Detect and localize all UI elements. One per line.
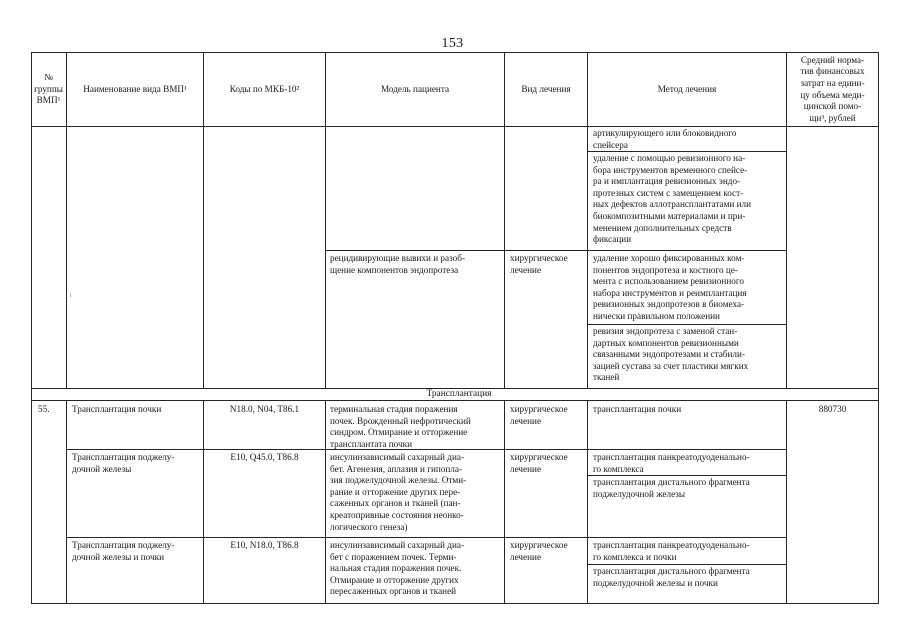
vmp-name-cell: Трансплантация почки	[72, 404, 162, 414]
scan-mark: ⁱ	[70, 292, 72, 301]
group-number-cell: 55.	[38, 404, 50, 414]
header-icd-codes: Коды по МКБ-10²	[229, 83, 300, 94]
method-cell: трансплантация дистального фрагмента поджелудочной железы	[593, 477, 750, 499]
method-cell: артикулирующего или блоковидного спейсера	[593, 128, 737, 150]
treatment-type-cell: хирургическое лечение	[510, 253, 568, 275]
treatment-type-cell: хирургическое лечение	[510, 452, 568, 474]
icd-codes-cell: E10, N18.0, T86.8	[230, 540, 299, 550]
vmp-name-cell: Трансплантация поджелу- дочной железы	[72, 452, 175, 474]
header-treatment-type: Вид лечения	[521, 83, 571, 94]
average-cost-cell: 880730	[818, 404, 847, 414]
method-cell: трансплантация панкреатодуоденально- го комплекса и почки	[593, 540, 750, 562]
header-vmp-name: Наименование вида ВМП¹	[83, 83, 187, 94]
icd-codes-cell: N18.0, N04, T86.1	[229, 404, 300, 414]
patient-model-cell: инсулинзависимый сахарный диа- бет. Агенезия, аплазия и гипопла- зия поджелудочной железы. Отми- рание и отторжение других пере- саженных органов и тканей (пан- креатопривные состояния неонко- логического генеза)	[330, 452, 467, 532]
method-cell: удаление с помощью ревизионного на- бора инструментов временного спейсе- ра и имплантация ревизионных эндо- протезных систем с замещением кост- ных дефектов аллотрансплантатами или биокомпозитными материалами и при- менением дополнительных средств фиксации	[593, 153, 752, 245]
patient-model-cell: инсулинзависимый сахарный диа- бет с поражением почек. Терми- нальная стадия поражения почек. Отмирание и отторжение других пересаженных органов и тканей	[330, 540, 464, 597]
patient-model-cell: терминальная стадия поражения почек. Врожденный нефротический синдром. Отмирание и отторжение трансплантата почки	[330, 404, 471, 449]
treatment-type-cell: хирургическое лечение	[510, 404, 568, 426]
vmp-name-cell: Трансплантация поджелу- дочной железы и почки	[72, 540, 175, 562]
header-treatment-method: Метод лечения	[657, 83, 717, 94]
section-title: Трансплантация	[426, 389, 492, 399]
method-cell: удаление хорошо фиксированных ком- понентов эндопротеза и костного це- мента с использованием ревизионного набора инструментов и реимплантация ревизионных эндопротезов в биомеха- нически правильном положении	[593, 253, 747, 321]
method-cell: ревизия эндопротеза с заменой стан- дартных компонентов ревизионными связанными эндопротезами и стабили- зацией сустава за счет пластики мягких тканей	[593, 326, 749, 383]
treatment-type-cell: хирургическое лечение	[510, 540, 568, 562]
patient-model-cell: рецидивирующие вывихи и разоб- щение компонентов эндопротеза	[330, 253, 466, 275]
page-number: 153	[441, 36, 464, 51]
header-patient-model: Модель пациента	[380, 83, 450, 94]
method-cell: трансплантация дистального фрагмента поджелудочной железы и почки	[593, 566, 750, 588]
header-average-cost: Средний норма- тив финансовых затрат на едини- цу объема меди- цинской помо- щи³, рублей	[800, 54, 865, 123]
method-cell: трансплантация панкреатодуоденально- го комплекса	[593, 452, 750, 474]
icd-codes-cell: E10, Q45.0, T86.8	[230, 452, 299, 462]
method-cell: трансплантация почки	[593, 404, 682, 414]
header-group-number: № группы ВМП¹	[34, 72, 63, 106]
